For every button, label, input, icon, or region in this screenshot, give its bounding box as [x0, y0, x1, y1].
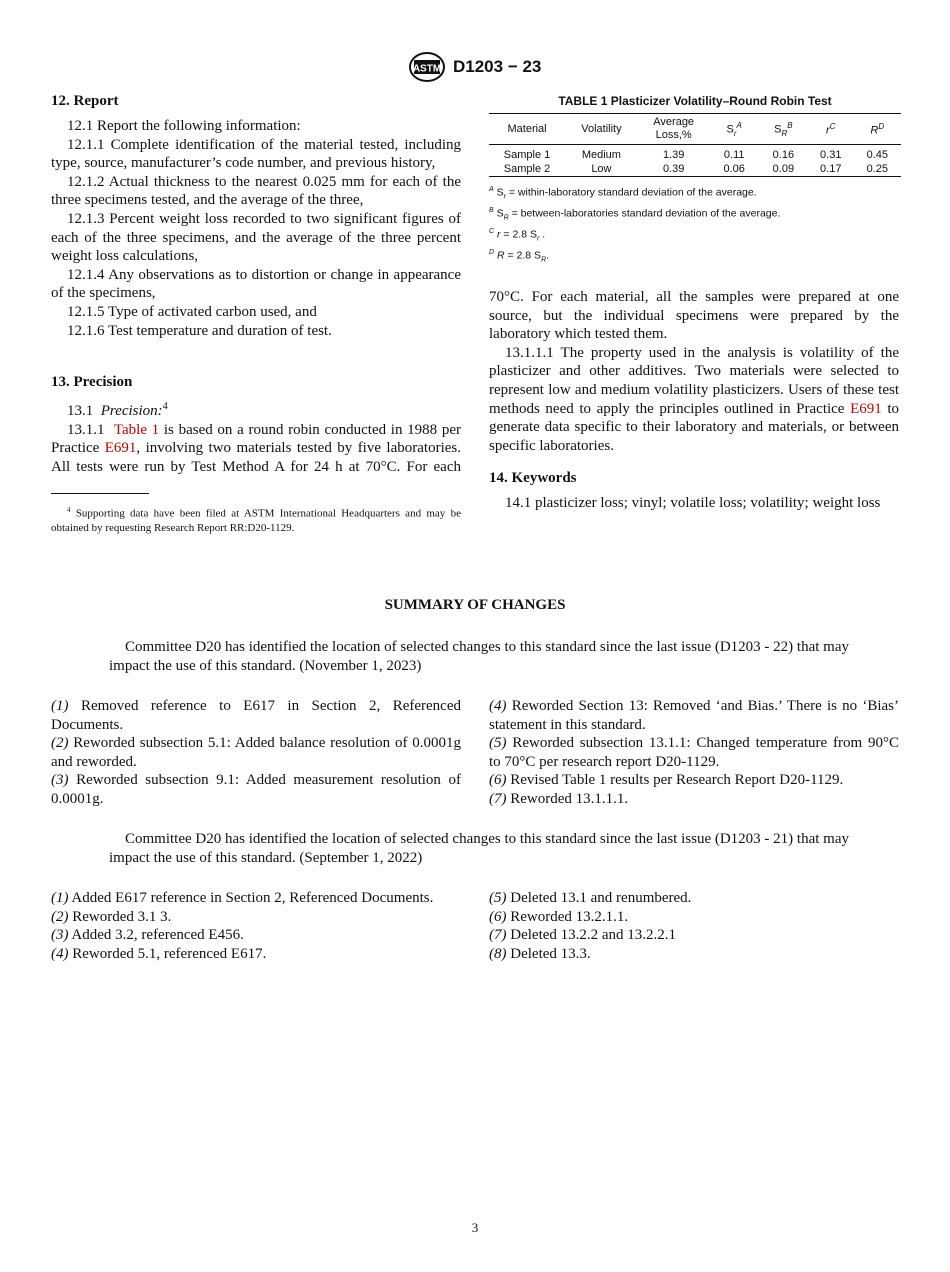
para-13-1-1-first-part: 13.1.1 Table 1 is based on a round robin conducted in 1988 per Practice E691, involving two materials tested by five laboratories. All tests were run by Test Method A for 24 h at 70°C. For each — [51, 421, 461, 475]
para-14-1: 14.1 plasticizer loss; vinyl; volatile loss; volatility; weight loss — [505, 495, 881, 511]
para-13-1: 13.1 Precision:$^4$ — [67, 401, 168, 419]
col-r: $r^C$ — [808, 114, 854, 145]
page-number: 3 — [471, 1220, 479, 1235]
change-item: (4) Reworded Section 13: Removed ‘and Bias.’ There is no ‘Bias’ statement in this standard. — [489, 698, 899, 733]
col-material: Material — [489, 114, 565, 145]
table-row: Sample 2 Low 0.39 0.06 0.09 0.17 0.25 — [489, 162, 901, 177]
summary-intro-2: Committee D20 has identified the location of selected changes to this standard since the last issue (D1203 - 21) that may impact the use of this standard. (September 1, 2022) — [109, 831, 849, 866]
footnote-rule — [51, 493, 149, 494]
astm-logo-icon — [408, 52, 446, 82]
table-1-footnotes — [489, 183, 901, 267]
changes-2022-left — [51, 889, 461, 963]
section-12-title: 12. Report — [51, 93, 119, 109]
change-item: (1) Added E617 reference in Section 2, Referenced Documents. — [51, 890, 434, 906]
footnote-4: $^4$ Supporting data have been filed at ASTM International Headquarters and may be obtained by requesting Research Report RR:D20-1129. — [51, 506, 461, 535]
section-13 — [51, 374, 461, 477]
section-14 — [489, 470, 899, 513]
summary-title: SUMMARY OF CHANGES — [384, 597, 566, 613]
table-1-link[interactable]: Table 1 — [113, 421, 160, 438]
e691-link[interactable]: E691 — [104, 440, 137, 457]
designation: D1203 − 23 — [453, 57, 542, 76]
section-13-title: 13. Precision — [51, 374, 133, 390]
table-footnote-c: $^C$ r = 2.8 $S_r$ . — [489, 228, 546, 243]
table-header-row — [489, 114, 901, 145]
para-12-1-4: 12.1.4 Any observations as to distortion or change in appearance of the specimens, — [51, 266, 461, 302]
para-12-1-3: 12.1.3 Percent weight loss recorded to two significant figures of each of the three specimens, and the average of the three percent weight loss calculations, — [51, 210, 461, 265]
page-header — [0, 52, 950, 84]
table-footnote-b: $^B$ $S_R$ = between-laboratories standard deviation of the average. — [489, 207, 781, 222]
col-R: $R^D$ — [854, 114, 901, 145]
section-12 — [51, 93, 461, 340]
col-volatility: Volatility — [565, 114, 638, 145]
para-13-1-1-tail — [489, 288, 899, 455]
change-item: (7) Reworded 13.1.1.1. — [489, 790, 629, 807]
change-item: (7) Deleted 13.2.2 and 13.2.2.1 — [489, 927, 677, 944]
change-item: (4) Reworded 5.1, referenced E617. — [51, 945, 267, 962]
change-item: (5) Deleted 13.1 and renumbered. — [489, 890, 692, 906]
section-14-title: 14. Keywords — [489, 470, 577, 486]
changes-2023-left — [51, 697, 461, 809]
table-1 — [489, 113, 901, 177]
svg-text:ASTM: ASTM — [412, 63, 442, 75]
para-13-1-1-tail-text: 70°C. For each material, all the samples were prepared at one source, but the individual specimens were prepared by the laboratory which tested them. — [489, 289, 899, 343]
change-item: (2) Reworded subsection 5.1: Added balance resolution of 0.0001g and reworded. — [51, 735, 461, 770]
change-item: (6) Revised Table 1 results per Research Report D20-1129. — [489, 772, 844, 789]
change-item: (2) Reworded 3.1 3. — [51, 908, 172, 925]
para-12-1: 12.1 Report the following information: — [67, 118, 301, 134]
para-12-1-6: 12.1.6 Test temperature and duration of test. — [67, 322, 332, 339]
change-item: (3) Reworded subsection 9.1: Added measurement resolution of 0.0001g. — [51, 772, 461, 807]
changes-2022-right — [489, 889, 899, 963]
summary-intro-1: Committee D20 has identified the location of selected changes to this standard since the last issue (D1203 - 22) that may impact the use of this standard. (November 1, 2023) — [109, 639, 849, 674]
change-item: (5) Reworded subsection 13.1.1: Changed temperature from 90°C to 70°C per research report D20-1129. — [489, 735, 899, 770]
para-12-1-2: 12.1.2 Actual thickness to the nearest 0.025 mm for each of the three specimens tested, and the average of the three, — [51, 173, 461, 209]
col-sR: $S_R^B$ — [759, 114, 808, 145]
table-footnote-d: $^D$ R = 2.8 $S_R$. — [489, 249, 550, 264]
para-12-1-1: 12.1.1 Complete identification of the material tested, including type, source, manufacturer’s code number, and previous history, — [51, 136, 461, 172]
para-13-1-1-1: 13.1.1.1 The property used in the analysis is volatility of the plasticizer and other additives. Two materials were selected to represent low and medium volatility plasticizers. Users of these test methods need to apply the principles outlined in Practice E691 to generate data specific to their laboratory and materials, or between specific laboratories. — [489, 344, 899, 454]
changes-2023-right — [489, 697, 899, 809]
table-row: Sample 1 Medium 1.39 0.11 0.16 0.31 0.45 — [503, 149, 888, 161]
change-item: (3) Added 3.2, referenced E456. — [51, 927, 244, 944]
col-average-loss: Average Loss,% — [638, 114, 710, 145]
change-item: (8) Deleted 13.3. — [489, 945, 591, 962]
col-sr: $S_r^A$ — [710, 114, 759, 145]
change-item: (1) Removed reference to E617 in Section 2, Referenced Documents. — [51, 698, 461, 733]
table-footnote-a: $^A$ $S_r$ = within-laboratory standard deviation of the average. — [489, 186, 757, 201]
e691-link-2[interactable]: E691 — [850, 400, 882, 417]
change-item: (6) Reworded 13.2.1.1. — [489, 908, 629, 925]
table-1-title: TABLE 1 Plasticizer Volatility–Round Robin Test — [558, 94, 832, 108]
para-12-1-5: 12.1.5 Type of activated carbon used, and — [67, 303, 317, 320]
